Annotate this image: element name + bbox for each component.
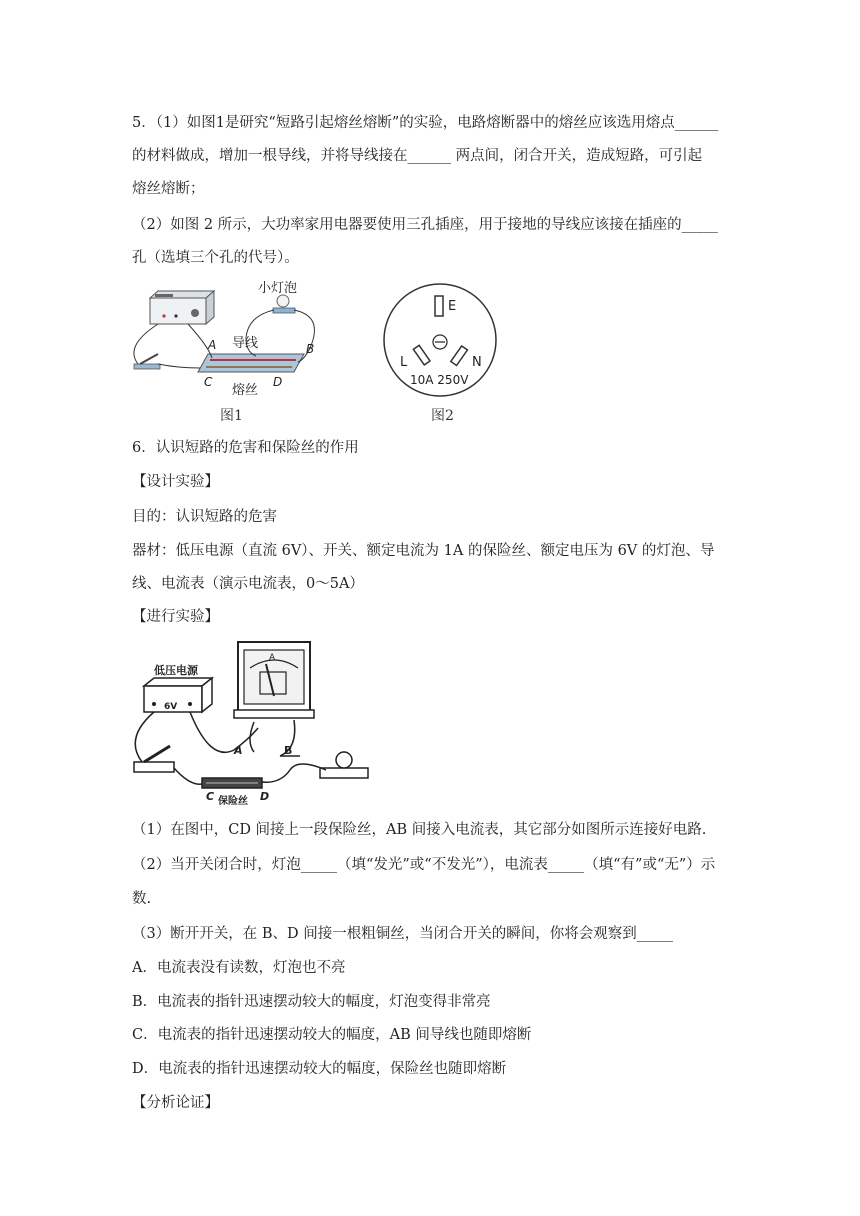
q5-line-1: 5．（1）如图1是研究“短路引起熔丝熔断”的实验，电路熔断器中的熔丝应该选用熔点______ [132,115,719,131]
voltage-label: 6V [164,702,178,712]
q5-line-2: 的材料做成，增加一根导线，并将导线接在______ 两点间，闭合开关，造成短路，可引起 [132,148,703,164]
live-hole-icon [413,345,430,365]
purpose-text: 目的：认识短路的危害 [132,509,277,525]
q5-line-3: 熔丝熔断； [132,181,205,197]
step-1: （1）在图中，CD 间接上一段保险丝，AB 间接入电流表，其它部分如图所示连接好电路. [132,822,707,838]
hole-l-label: L [400,355,408,370]
power-supply-icon [150,291,214,324]
fuse-board-icon [198,354,304,372]
analysis-heading: 【分析论证】 [132,1095,219,1111]
option-a: A．电流表没有读数，灯泡也不亮 [132,960,346,976]
hole-n-label: N [472,355,482,370]
fuse-label: 熔丝 [232,383,259,398]
conduct-heading: 【进行实验】 [132,609,219,625]
power-label: 低压电源 [154,664,198,677]
figure-1-circuit [128,276,328,400]
point-c-label: C [206,790,215,803]
figure-3-circuit [130,638,380,812]
point-b-label: B [284,744,293,757]
socket-rating: 10A 250V [410,373,469,387]
q5-line-5: 孔（选填三个孔的代号）。 [132,250,299,266]
bulb-label: 小灯泡 [258,281,298,296]
step-2-line-1: （2）当开关闭合时，灯泡_____（填“发光”或“不发光”），电流表_____（填“有”或“无”）示 [132,857,716,873]
point-b-label: B [306,342,315,356]
meter-letter: A [269,653,276,663]
point-c-label: C [204,375,213,389]
wire-label: 导线 [232,336,259,351]
step-3: （3）断开开关，在 B、D 间接一根粗铜丝，当闭合开关的瞬间，你将会观察到_____ [132,926,673,942]
neutral-hole-icon [451,346,468,366]
step-2-line-2: 数. [132,891,152,907]
switch-icon [134,354,160,369]
figure-2-socket [380,280,500,400]
option-c: C．电流表的指针迅速摆动较大的幅度，AB 间导线也随即熔断 [132,1027,532,1043]
option-d: D．电流表的指针迅速摆动较大的幅度，保险丝也随即熔断 [132,1061,507,1077]
bulb-icon [273,295,295,313]
fuse-board-icon [202,778,262,788]
power-supply-icon [144,678,212,712]
hole-e-label: E [448,299,457,314]
fuse-label: 保险丝 [218,796,248,807]
figure-2-caption: 图2 [431,408,454,424]
bulb-icon [320,752,368,778]
materials-line-1: 器材：低压电源（直流 6V）、开关、额定电流为 1A 的保险丝、额定电压为 6V 的灯泡、导 [132,543,715,559]
figure-1-caption: 图1 [220,408,243,424]
q6-title: 6．认识短路的危害和保险丝的作用 [132,440,359,456]
earth-hole-icon [435,296,443,316]
materials-line-2: 线、电流表（演示电流表，0～5A） [132,576,364,592]
point-d-label: D [273,375,283,389]
design-heading: 【设计实验】 [132,474,219,490]
point-d-label: D [260,790,270,803]
option-b: B．电流表的指针迅速摆动较大的幅度，灯泡变得非常亮 [132,994,491,1010]
point-a-label: A [208,338,217,352]
point-a-label: A [234,744,243,757]
q5-line-4: （2）如图 2 所示，大功率家用电器要使用三孔插座，用于接地的导线应该接在插座的_____ [132,217,718,233]
